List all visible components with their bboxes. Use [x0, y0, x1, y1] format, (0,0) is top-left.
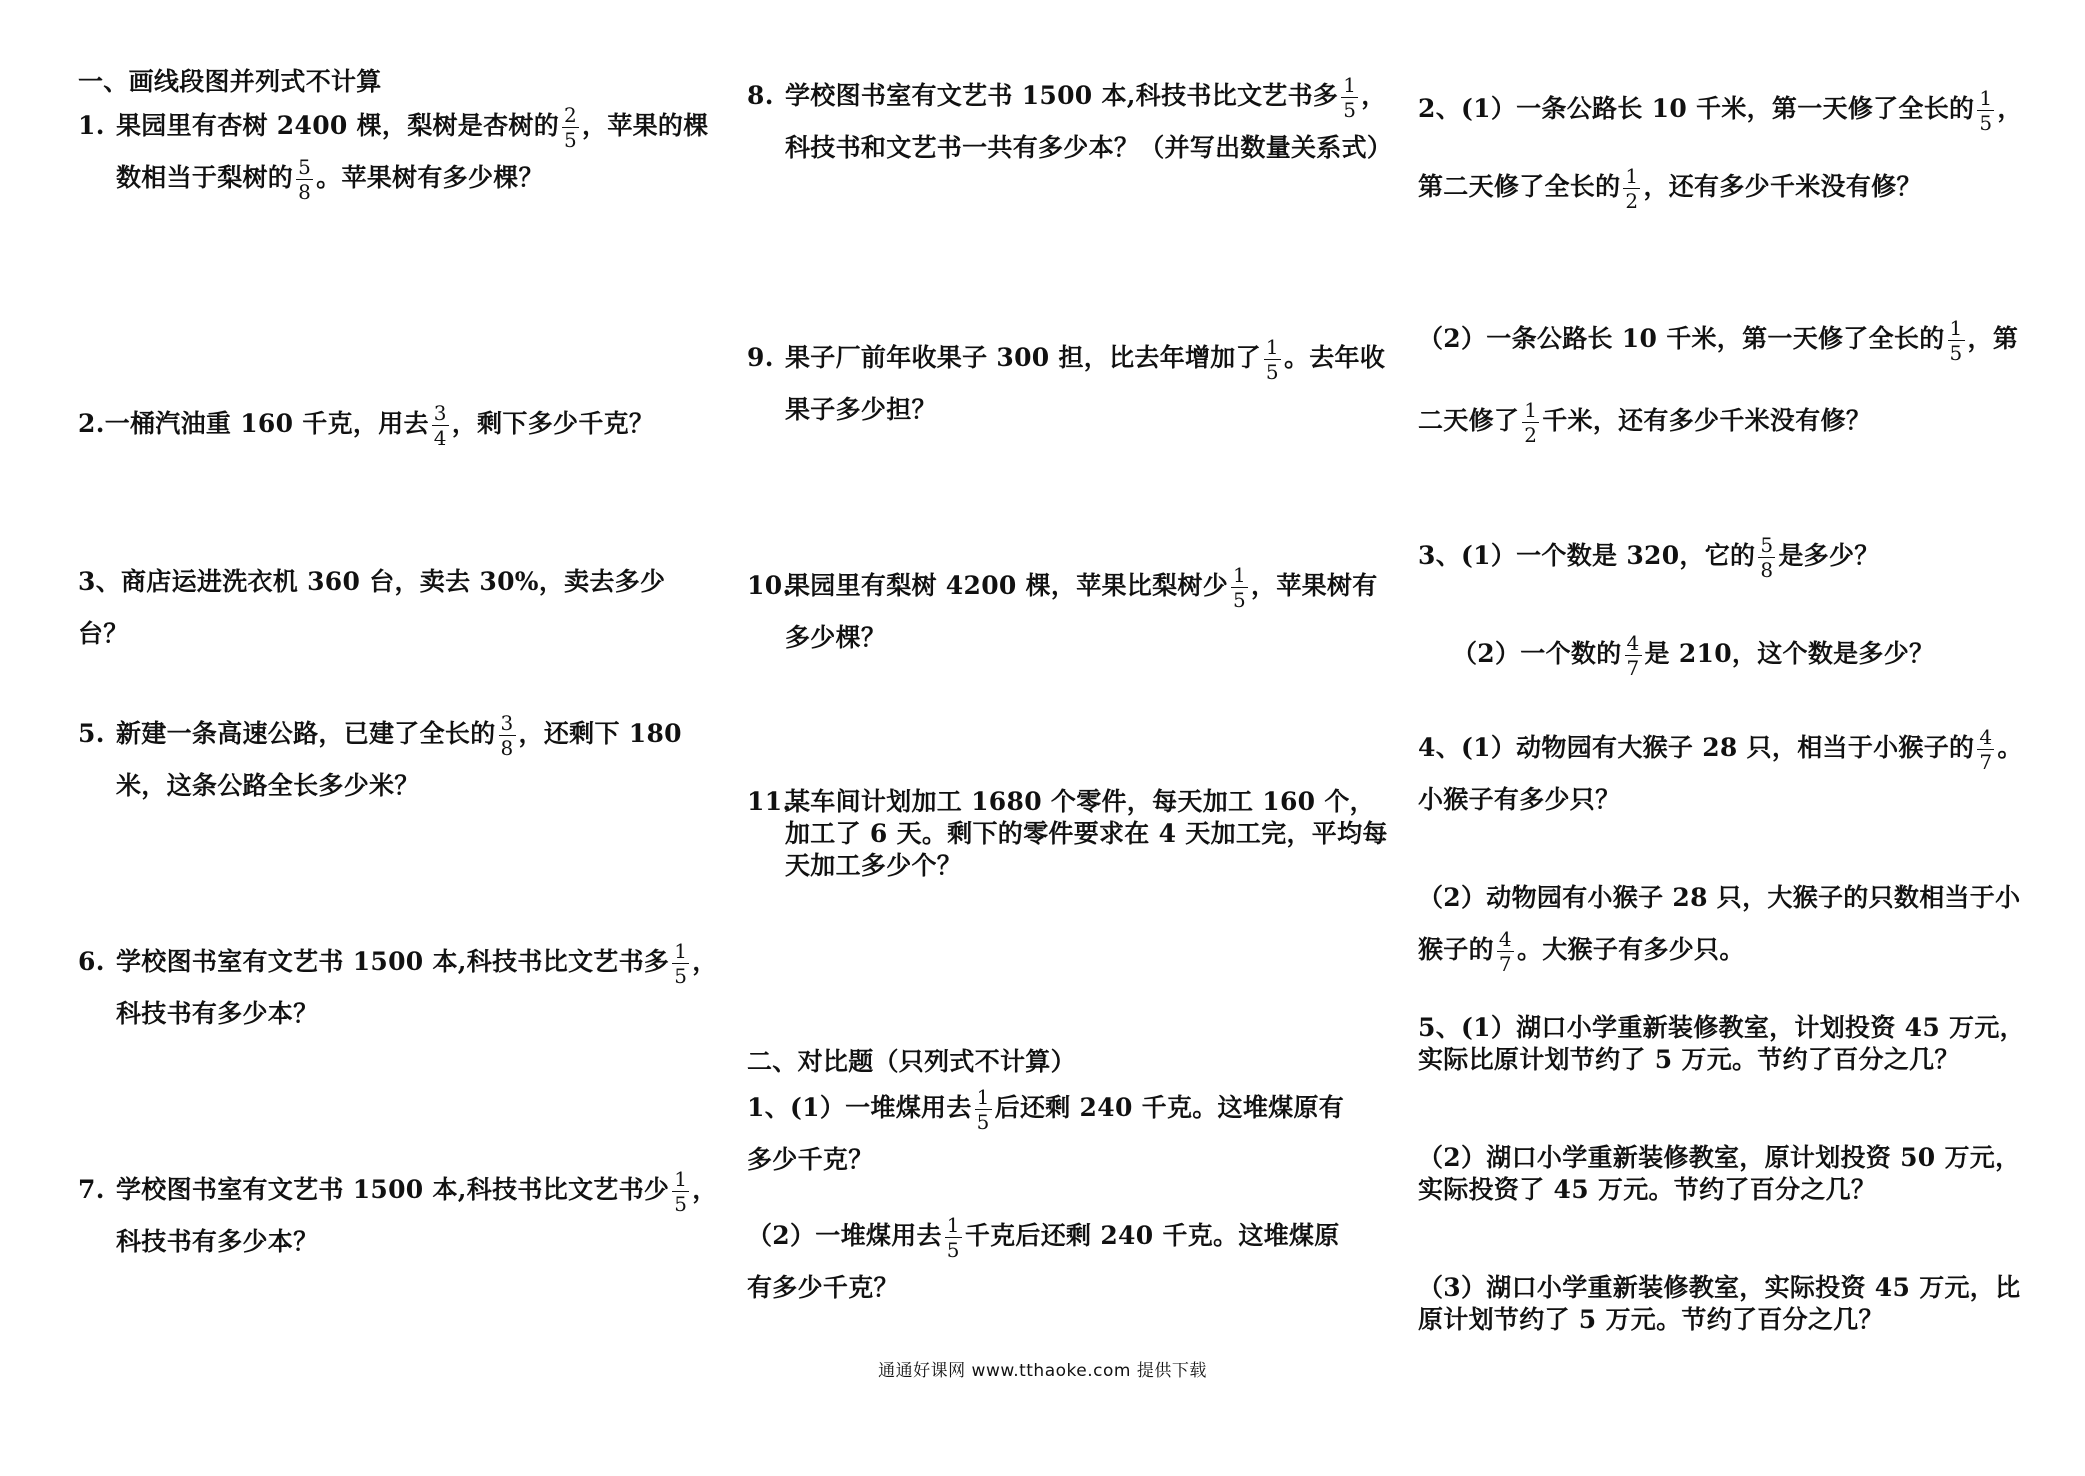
compare-4-2: （2）动物园有小猴子 28 只，大猴子的只数相当于小猴子的 $\frac{4}{7}$ 。大猴子有多少只。 [1418, 883, 2021, 976]
question-7: 7. 学校图书室有文艺书 1500 本,科技书比文艺书少 $\frac{1}{5}$ ，科技书有多少本？ [78, 1167, 718, 1256]
question-3: 3、商店运进洗衣机 360 台，卖去 30%，卖去多少台？ [78, 567, 666, 648]
question-9: 9. 果子厂前年收果子 300 担，比去年增加了 $\frac{1}{5}$ 。去年收果子多少担？ [747, 335, 1386, 424]
compare-5-3: （3）湖口小学重新装修教室，实际投资 45 万元，比原计划节约了 5 万元。节约了百分之几？ [1418, 1273, 2021, 1334]
compare-5-2: （2）湖口小学重新装修教室，原计划投资 50 万元，实际投资了 45 万元。节约了百分之几？ [1418, 1143, 2021, 1204]
fraction: $\frac{1}{5}$ [1343, 73, 1357, 122]
question-11: 11.某车间计划加工 1680 个零件，每天加工 160 个，加工了 6 天。剩下的零件要求在 4 天加工完，平均每天加工多少个？ [747, 787, 1388, 880]
fraction: $\frac{1}{5}$ [976, 1085, 990, 1134]
section-title: 一、画线段图并列式不计算 [78, 67, 382, 96]
question-5: 5. 新建一条高速公路，已建了全长的 $\frac{3}{8}$ ，还剩下 180 米，这条公路全长多少米？ [78, 711, 682, 800]
compare-3-1: 3、(1）一个数是 320，它的 $\frac{5}{8}$ 是多少？ [1418, 533, 1880, 582]
compare-4-1: 4、(1）动物园有大猴子 28 只，相当于小猴子的 $\frac{4}{7}$ 。小猴子有多少只？ [1418, 725, 2023, 814]
fraction: $\frac{5}{8}$ [1760, 533, 1774, 582]
fraction: $\frac{4}{7}$ [1626, 631, 1640, 680]
compare-1-2: （2）一堆煤用去 $\frac{1}{5}$ 千克后还剩 240 千克。这堆煤原有多少千克？ [747, 1213, 1340, 1302]
fraction: $\frac{2}{5}$ [564, 103, 578, 152]
fraction: $\frac{1}{5}$ [1979, 86, 1993, 135]
compare-2-2: （2）一条公路长 10 千米，第一天修了全长的 $\frac{1}{5}$ ，第二天修了 $\frac{1}{2}$ 千米，还有多少千米没有修？ [1418, 316, 2019, 447]
fraction: $\frac{3}{4}$ [433, 401, 447, 450]
footer-credit: 通通好课网 www.tthaoke.com 提供下载 [878, 1361, 1207, 1381]
section-2-title: 二、对比题（只列式不计算） [747, 1047, 1076, 1076]
question-8: 8. 学校图书室有文艺书 1500 本,科技书比文艺书多 $\frac{1}{5}$ ，科技书和文艺书一共有多少本？（并写出数量关系式） [747, 73, 1393, 162]
compare-2-1: 2、(1）一条公路长 10 千米，第一天修了全长的 $\frac{1}{5}$ ，第二天修了全长的 $\frac{1}{2}$ ，还有多少千米没有修？ [1418, 86, 2023, 213]
fraction: $\frac{1}{5}$ [674, 939, 688, 988]
fraction: $\frac{5}{8}$ [298, 155, 312, 204]
question-1: 1. 果园里有杏树 2400 棵，梨树是杏树的 $\frac{2}{5}$ ，苹果的棵数相当于梨树的 $\frac{5}{8}$ 。苹果树有多少棵？ [78, 103, 709, 204]
fraction: $\frac{1}{5}$ [946, 1213, 960, 1262]
question-2: 2.一桶汽油重 160 千克，用去 $\frac{3}{4}$ ，剩下多少千克？ [78, 401, 655, 450]
fraction: $\frac{1}{5}$ [1233, 563, 1247, 612]
fraction: $\frac{1}{2}$ [1524, 398, 1538, 447]
fraction: $\frac{4}{7}$ [1498, 927, 1512, 976]
question-10: 10.果园里有梨树 4200 棵，苹果比梨树少 $\frac{1}{5}$ ，苹果树有多少棵？ [747, 563, 1378, 652]
compare-3-2: （2）一个数的 $\frac{4}{7}$ 是 210，这个数是多少？ [1452, 631, 1935, 680]
question-6: 6. 学校图书室有文艺书 1500 本,科技书比文艺书多 $\frac{1}{5}$ ，科技书有多少本？ [78, 939, 718, 1028]
fraction: $\frac{1}{2}$ [1625, 164, 1639, 213]
fraction: $\frac{1}{5}$ [1949, 316, 1963, 365]
fraction: $\frac{1}{5}$ [674, 1167, 688, 1216]
fraction: $\frac{4}{7}$ [1979, 725, 1993, 774]
fraction: $\frac{3}{8}$ [500, 711, 514, 760]
compare-1-1: 1、(1）一堆煤用去 $\frac{1}{5}$ 后还剩 240 千克。这堆煤原有多少千克？ [747, 1085, 1345, 1174]
compare-5-1: 5、(1）湖口小学重新装修教室，计划投资 45 万元，实际比原计划节约了 5 万元。节约了百分之几？ [1418, 1013, 2025, 1074]
fraction: $\frac{1}{5}$ [1265, 335, 1279, 384]
